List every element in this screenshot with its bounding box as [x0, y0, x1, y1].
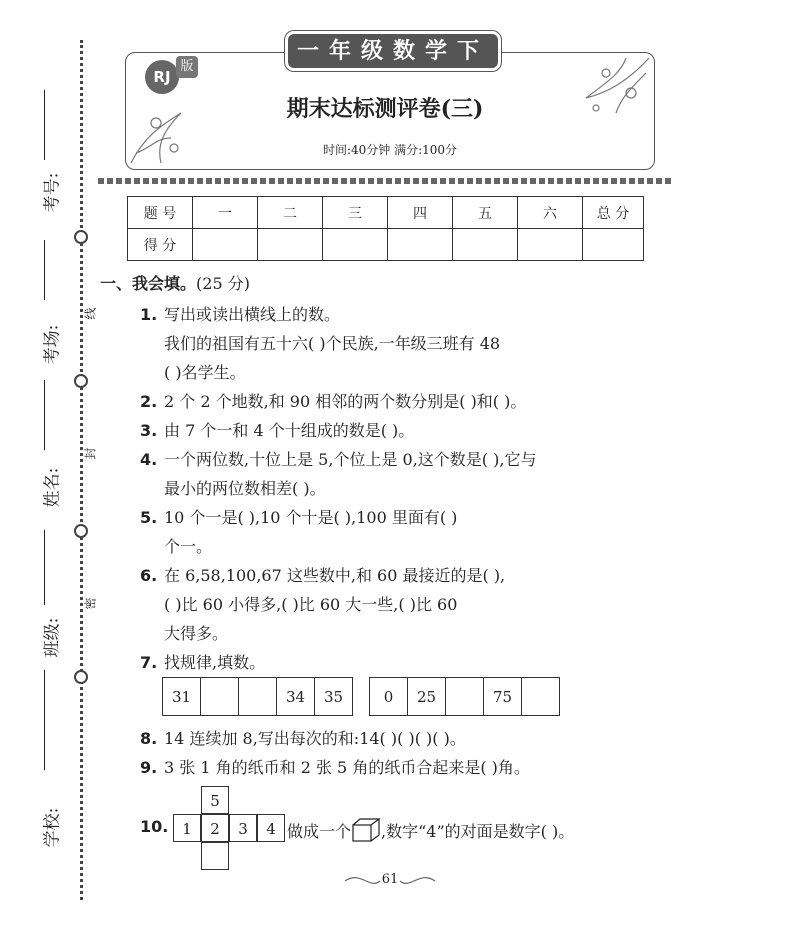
sequence-blank[interactable] — [522, 678, 560, 716]
binding-hole — [74, 230, 88, 244]
exam-meta: 时间:40分钟 满分:100分 — [322, 143, 458, 157]
question-line: 最小的两位数相差( )。 — [164, 479, 326, 498]
seal-text-secret: 密 — [83, 597, 98, 610]
question-text: ,数字“4”的对面是数字( )。 — [381, 822, 575, 841]
edition-badge-suffix: 版 — [176, 56, 198, 78]
score-cell[interactable] — [453, 229, 518, 261]
question-number: 5. — [140, 508, 158, 527]
binding-hole — [74, 670, 88, 684]
table-row-label: 得 分 — [128, 229, 193, 261]
question-text: 一个两位数,十位上是 5,个位上是 0,这个数是( ),它与 — [164, 450, 537, 469]
page-title: 期末达标测评卷(三) — [286, 96, 484, 122]
seal-text-seal: 封 — [83, 447, 98, 460]
edition-badge: RJ — [145, 60, 179, 94]
table-header-cell: 三 — [323, 197, 388, 229]
page-number: 61 — [381, 872, 399, 887]
question-6 — [140, 563, 505, 586]
sequence-blank[interactable] — [201, 678, 239, 716]
table-header-cell: 五 — [453, 197, 518, 229]
school-label: 学校: — [42, 807, 63, 848]
table-row — [128, 197, 644, 229]
cube-net-face: 3 — [229, 814, 257, 842]
cube-net-face — [201, 842, 229, 870]
question-line: 大得多。 — [164, 624, 229, 643]
question-line: 我们的祖国有五十六( )个民族,一年级三班有 48 — [164, 334, 501, 353]
table-header-cell: 六 — [518, 197, 583, 229]
exam-number-label: 考号: — [42, 172, 63, 213]
binding-dotted-line — [80, 40, 83, 900]
question-text: 在 6,58,100,67 这些数中,和 60 最接近的是( ), — [164, 566, 506, 585]
question-5 — [140, 505, 457, 528]
question-number: 6. — [140, 566, 158, 585]
number-sequence-1 — [162, 677, 353, 716]
score-cell[interactable] — [193, 229, 258, 261]
question-7 — [140, 650, 265, 673]
question-text: 2 个 2 个地数,和 90 相邻的两个数分别是( )和( )。 — [164, 392, 527, 411]
seal-text-line: 线 — [83, 307, 98, 320]
divider — [98, 178, 672, 184]
name-label: 姓名: — [42, 467, 63, 508]
grade-title-bar: 一年级数学下 — [288, 34, 498, 68]
question-10-number — [140, 817, 169, 836]
question-text: 14 连续加 8,写出每次的和:14( )( )( )( )。 — [164, 729, 466, 748]
page-footer — [340, 872, 440, 887]
question-4 — [140, 447, 536, 470]
cube-net-face: 1 — [173, 814, 201, 842]
sequence-cell: 0 — [370, 678, 408, 716]
question-number: 8. — [140, 729, 158, 748]
class-label: 班级: — [42, 617, 63, 658]
sequence-cell: 35 — [315, 678, 353, 716]
question-line: ( )比 60 小得多,( )比 60 大一些,( )比 60 — [164, 595, 458, 614]
score-cell[interactable] — [388, 229, 453, 261]
table-header-cell: 总 分 — [583, 197, 644, 229]
table-header-cell: 二 — [258, 197, 323, 229]
cube-net-face: 2 — [201, 814, 229, 842]
cube-net-face: 4 — [257, 814, 285, 842]
table-header-cell: 一 — [193, 197, 258, 229]
table-header-cell: 四 — [388, 197, 453, 229]
cube-net-face: 5 — [201, 786, 229, 814]
section-points: (25 分) — [196, 274, 250, 293]
question-8 — [140, 726, 466, 749]
exam-room-label: 考场: — [42, 324, 63, 365]
sequence-cell: 31 — [163, 678, 201, 716]
question-text: 10 个一是( ),10 个十是( ),100 里面有( ) — [164, 508, 458, 527]
binding-hole — [74, 524, 88, 538]
question-number: 10. — [140, 817, 169, 836]
section-title: 一、我会填。 — [100, 274, 197, 293]
question-number: 9. — [140, 758, 158, 777]
question-number: 1. — [140, 305, 158, 324]
section-heading — [100, 271, 250, 294]
question-text: 3 张 1 角的纸币和 2 张 5 角的纸币合起来是( )角。 — [164, 758, 530, 777]
sequence-cell: 34 — [277, 678, 315, 716]
score-cell[interactable] — [518, 229, 583, 261]
question-text: 做成一个 — [287, 822, 352, 841]
fill-line — [44, 90, 45, 160]
question-line: 个一。 — [164, 537, 213, 556]
table-header-cell: 题 号 — [128, 197, 193, 229]
question-1 — [140, 302, 340, 325]
score-table — [127, 196, 644, 261]
question-number: 2. — [140, 392, 158, 411]
question-line: ( )名学生。 — [164, 363, 246, 382]
question-10 — [287, 817, 574, 843]
fill-line — [44, 380, 45, 450]
binding-hole — [74, 374, 88, 388]
sequence-cell: 25 — [408, 678, 446, 716]
sequence-cell: 75 — [484, 678, 522, 716]
fill-line — [44, 670, 45, 770]
question-text: 找规律,填数。 — [164, 653, 266, 672]
question-number: 3. — [140, 421, 158, 440]
question-text: 由 7 个一和 4 个十组成的数是( )。 — [164, 421, 415, 440]
question-3 — [140, 418, 414, 441]
score-cell[interactable] — [258, 229, 323, 261]
question-text: 写出或读出横线上的数。 — [164, 305, 341, 324]
question-number: 4. — [140, 450, 158, 469]
number-sequence-2 — [369, 677, 560, 716]
table-row — [128, 229, 644, 261]
score-cell[interactable] — [323, 229, 388, 261]
sequence-blank[interactable] — [446, 678, 484, 716]
cube-icon — [351, 817, 381, 843]
fill-line — [44, 240, 45, 300]
fill-line — [44, 530, 45, 605]
sequence-blank[interactable] — [239, 678, 277, 716]
question-number: 7. — [140, 653, 158, 672]
question-2 — [140, 389, 526, 412]
score-cell[interactable] — [583, 229, 644, 261]
question-9 — [140, 755, 530, 778]
